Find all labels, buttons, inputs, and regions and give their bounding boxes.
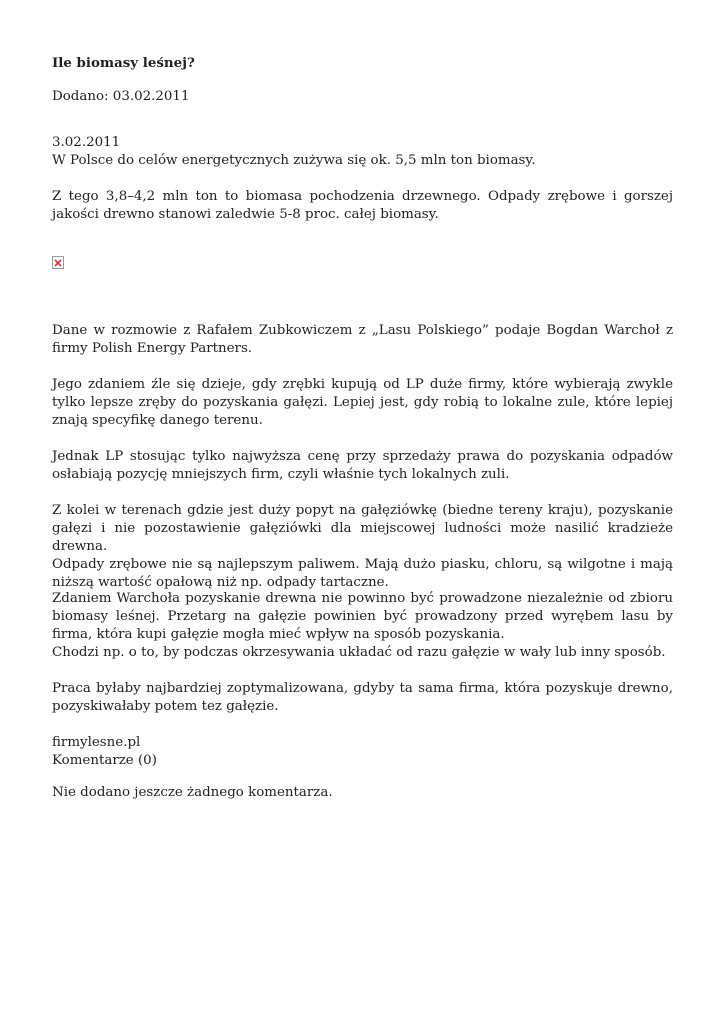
paragraph-2	[52, 322, 673, 358]
paragraph-4	[52, 448, 673, 484]
paragraph-3	[52, 376, 673, 430]
no-comments-text: Nie dodano jeszcze żadnego komentarza.	[52, 785, 333, 800]
paragraph-3-text: Jego zdaniem źle się dzieje, gdy zrębki kupują od LP duże firmy, które wybierają zwykle tylko lepsze zręby do pozyskania gałęzi. Lepiej jest, gdy robią to lokalne zule, które lepiej znają specyfikę danego terenu.	[52, 377, 673, 428]
paragraph-6a-text: Zdaniem Warchoła pozyskanie drewna nie powinno być prowadzone niezależnie od zbioru biomasy leśnej. Przetarg na gałęzie powinien być prowadzony przed wyrębem lasu by firma, która kupi gałęzie mogła mieć wpływ na sposób pozyskania.	[52, 591, 673, 642]
no-comments-block	[52, 784, 673, 802]
broken-image-icon	[52, 256, 64, 269]
paragraph-7	[52, 680, 673, 716]
paragraph-2-text: Dane w rozmowie z Rafałem Zubkowiczem z „Lasu Polskiego” podaje Bogdan Warchoł z firmy Polish Energy Partners.	[52, 323, 673, 356]
intro-paragraph: W Polsce do celów energetycznych zużywa się ok. 5,5 mln ton biomasy.	[52, 153, 536, 168]
source-label: firmylesne.pl	[52, 735, 141, 750]
paragraph-5a-text: Z kolei w terenach gdzie jest duży popyt na gałęziówkę (biedne tereny kraju), pozyskanie gałęzi i nie pozostawienie gałęziówki dla miejscowej ludności może nasilić kradzieże drewna.	[52, 503, 673, 554]
paragraph-1-text: Z tego 3,8–4,2 mln ton to biomasa pochodzenia drzewnego. Odpady zrębowe i gorszej jakości drewno stanowi zaledwie 5-8 proc. całej biomasy.	[52, 189, 673, 222]
paragraph-6	[52, 590, 673, 662]
footer-block	[52, 734, 673, 770]
paragraph-5b-text: Odpady zrębowe nie są najlepszym paliwem. Mają dużo piasku, chloru, są wilgotne i mają niższą wartość opałową niż np. odpady tartaczne.	[52, 557, 673, 590]
article-date: 3.02.2011	[52, 135, 121, 150]
paragraph-5	[52, 502, 673, 592]
paragraph-7-text: Praca byłaby najbardziej zoptymalizowana, gdyby ta sama firma, która pozyskuje drewno, pozyskiwałaby potem tez gałęzie.	[52, 681, 673, 714]
added-date: Dodano: 03.02.2011	[52, 89, 190, 104]
article-title: Ile biomasy leśnej?	[52, 55, 195, 71]
comments-header: Komentarze (0)	[52, 753, 157, 768]
article-intro-block	[52, 134, 673, 170]
paragraph-1	[52, 188, 673, 224]
paragraph-4-text: Jednak LP stosując tylko najwyższa cenę przy sprzedaży prawa do pozyskania odpadów osłabiają pozycję mniejszych firm, czyli właśnie tych lokalnych zuli.	[52, 449, 673, 482]
paragraph-6b-text: Chodzi np. o to, by podczas okrzesywania układać od razu gałęzie w wały lub inny sposób.	[52, 645, 666, 660]
